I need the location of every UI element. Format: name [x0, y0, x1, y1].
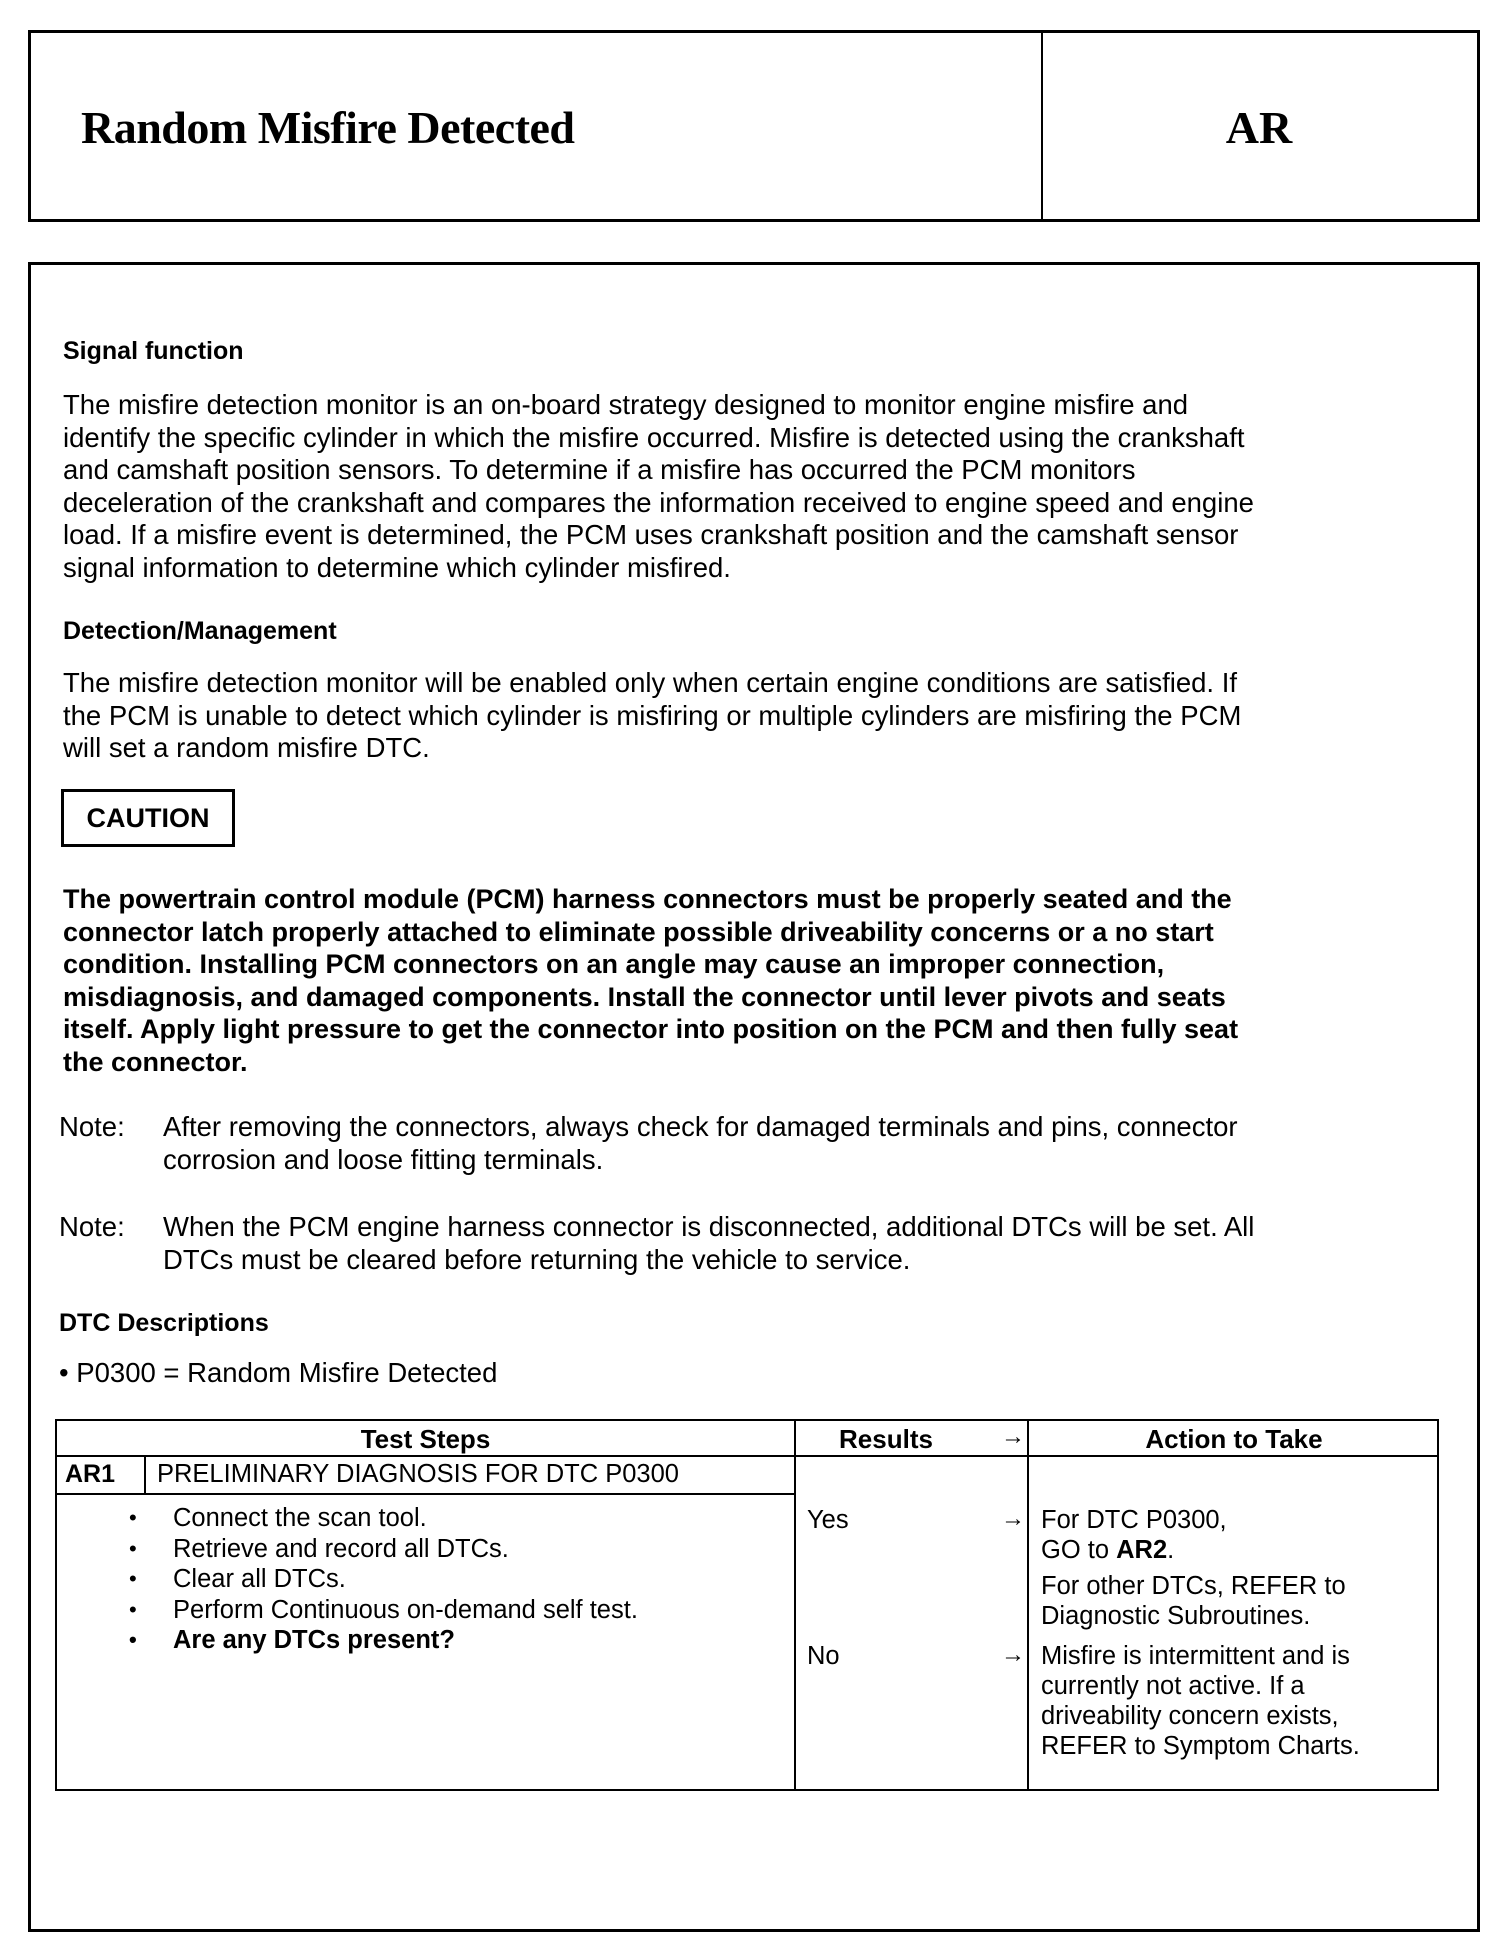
- arrow-right-icon: →: [1001, 1505, 1025, 1532]
- action-no: [1041, 1641, 1431, 1761]
- text-line: The powertrain control module (PCM) harness connectors must be properly seated and the: [63, 884, 1232, 914]
- text-line: After removing the connectors, always check for damaged terminals and pins, connector: [163, 1111, 1238, 1142]
- text-line: currently not active. If a: [1041, 1672, 1305, 1700]
- section-code: AR: [1225, 102, 1293, 153]
- table-divider: [794, 1421, 796, 1789]
- text-line: driveability concern exists,: [1041, 1702, 1339, 1730]
- table-divider: [1027, 1421, 1029, 1789]
- signal-function-heading: Signal function: [63, 337, 244, 365]
- text-line: The misfire detection monitor is an on-board strategy designed to monitor engine misfire and: [63, 389, 1189, 420]
- text-line: misdiagnosis, and damaged components. Install the connector until lever pivots and seats: [63, 981, 1226, 1012]
- step-bullet: • Clear all DTCs.: [129, 1564, 638, 1595]
- title-cell: [31, 33, 1043, 219]
- signal-function-text: [63, 389, 1453, 584]
- arrow-right-icon: →: [1001, 1423, 1025, 1450]
- text-line: will set a random misfire DTC.: [63, 732, 430, 763]
- table-divider: [144, 1455, 146, 1493]
- step-bullet: • Retrieve and record all DTCs.: [129, 1534, 638, 1565]
- text-line: The misfire detection monitor will be enabled only when certain engine conditions are satisfied. If: [63, 667, 1237, 698]
- text-line: DTCs must be cleared before returning the vehicle to service.: [163, 1243, 911, 1275]
- text-line: and camshaft position sensors. To determine if a misfire has occurred the PCM monitors: [63, 454, 1136, 485]
- detection-management-text: [63, 667, 1453, 765]
- column-header-test-steps: Test Steps: [360, 1424, 491, 1454]
- goto-text: GO to: [1041, 1536, 1117, 1564]
- main-content: [28, 262, 1480, 1932]
- step-bullet: • Connect the scan tool.: [129, 1503, 638, 1534]
- title-header: [28, 30, 1480, 222]
- text-line: corrosion and loose fitting terminals.: [163, 1143, 604, 1175]
- note-2: [59, 1211, 1459, 1277]
- step-instructions: [129, 1503, 638, 1656]
- text-line: the connector.: [63, 1046, 248, 1077]
- caution-text: [63, 883, 1473, 1078]
- step-bullet: • Perform Continuous on-demand self test.: [129, 1595, 638, 1626]
- text-line: itself. Apply light pressure to get the connector into position on the PCM and then fully seat: [63, 1014, 1239, 1044]
- result-no: No: [807, 1642, 840, 1670]
- dtc-item: • P0300 = Random Misfire Detected: [59, 1357, 498, 1388]
- table-divider: [57, 1493, 794, 1495]
- test-steps-table: [55, 1419, 1439, 1791]
- note-1: [59, 1111, 1459, 1177]
- result-yes: Yes: [807, 1506, 849, 1534]
- text-line: For DTC P0300,: [1041, 1506, 1227, 1534]
- text-line: identify the specific cylinder in which the misfire occurred. Misfire is detected using the crankshaft: [63, 421, 1245, 453]
- table-divider: [57, 1455, 1437, 1457]
- text-line: REFER to Symptom Charts.: [1041, 1732, 1360, 1760]
- text-line: [1041, 1535, 1431, 1565]
- step-title: PRELIMINARY DIAGNOSIS FOR DTC P0300: [157, 1460, 679, 1488]
- text-line: deceleration of the crankshaft and compares the information received to engine speed and engine: [63, 486, 1254, 518]
- goto-target: AR2: [1116, 1536, 1168, 1564]
- text-line: load. If a misfire event is determined, the PCM uses crankshaft position and the camshaft sensor: [63, 519, 1239, 550]
- dtc-descriptions-heading: DTC Descriptions: [59, 1309, 269, 1337]
- text-line: condition. Installing PCM connectors on an angle may cause an improper connection,: [63, 949, 1165, 979]
- column-header-action: Action to Take: [1145, 1424, 1323, 1454]
- page-title: Random Misfire Detected: [81, 102, 575, 153]
- text-line: Misfire is intermittent and is: [1041, 1642, 1350, 1670]
- column-header-results: Results: [839, 1424, 933, 1454]
- note-body: [163, 1211, 1459, 1276]
- step-code: AR1: [65, 1460, 116, 1488]
- text-line: When the PCM engine harness connector is disconnected, additional DTCs will be set. All: [163, 1211, 1255, 1242]
- note-label: Note:: [59, 1211, 125, 1242]
- text-line: connector latch properly attached to eliminate possible driveability concerns or a no start: [63, 916, 1214, 947]
- text-line: For other DTCs, REFER to: [1041, 1572, 1346, 1600]
- note-label: Note:: [59, 1111, 125, 1142]
- action-yes: [1041, 1505, 1431, 1631]
- text-line: signal information to determine which cylinder misfired.: [63, 551, 731, 583]
- caution-label: CAUTION: [61, 789, 235, 847]
- note-body: [163, 1111, 1459, 1176]
- punctuation: .: [1167, 1536, 1175, 1564]
- step-question: • Are any DTCs present?: [129, 1625, 638, 1656]
- text-line: the PCM is unable to detect which cylinder is misfiring or multiple cylinders are misfiring the PCM: [63, 699, 1242, 731]
- text-line: Diagnostic Subroutines.: [1041, 1602, 1311, 1630]
- arrow-right-icon: →: [1001, 1641, 1025, 1668]
- detection-management-heading: Detection/Management: [63, 617, 337, 645]
